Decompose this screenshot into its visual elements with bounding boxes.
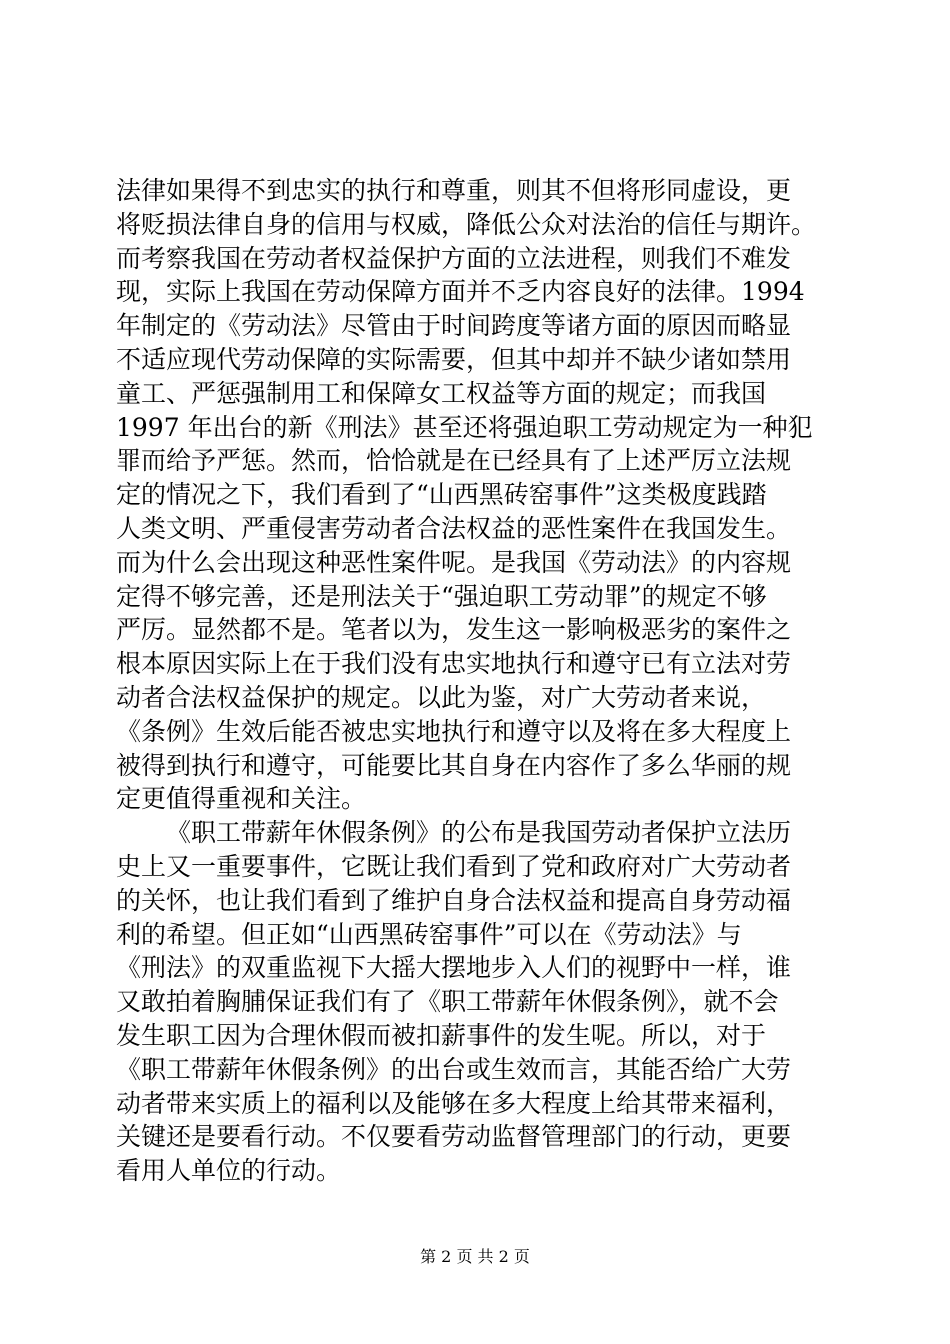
text-line: 《刑法》的双重监视下大摇大摆地步入人们的视野中一样，谁 — [116, 953, 792, 983]
text-line: 法律如果得不到忠实的执行和尊重，则其不但将形同虚设，更 — [116, 176, 792, 205]
text-line: 不适应现代劳动保障的实际需要，但其中却并不缺少诸如禁用 — [116, 344, 792, 374]
paragraph — [116, 816, 836, 1188]
text-line: 《职工带薪年休假条例》的公布是我国劳动者保护立法历 — [166, 818, 792, 848]
text-line: 看用人单位的行动。 — [116, 1156, 342, 1186]
text-line: 年制定的《劳动法》尽管由于时间跨度等诸方面的原因而略显 — [116, 311, 792, 341]
text-line: 定的情况之下，我们看到了“山西黑砖窑事件”这类极度践踏 — [116, 480, 767, 510]
text-line: 现，实际上我国在劳动保障方面并不乏内容良好的法律。1994 — [116, 277, 805, 307]
text-line: 利的希望。但正如“山西黑砖窑事件”可以在《劳动法》与 — [116, 919, 742, 949]
text-line: 而为什么会出现这种恶性案件呢。是我国《劳动法》的内容规 — [116, 547, 792, 577]
text-line: 《条例》生效后能否被忠实地执行和遵守以及将在多大程度上 — [116, 716, 792, 746]
text-line: 的关怀，也让我们看到了维护自身合法权益和提高自身劳动福 — [116, 885, 792, 915]
text-line: 罪而给予严惩。然而，恰恰就是在已经具有了上述严厉立法规 — [116, 446, 792, 476]
text-line: 关键还是要看行动。不仅要看劳动监督管理部门的行动，更要 — [116, 1122, 792, 1152]
text-line: 《职工带薪年休假条例》的出台或生效而言，其能否给广大劳 — [116, 1054, 792, 1084]
text-line: 严厉。显然都不是。笔者以为，发生这一影响极恶劣的案件之 — [116, 615, 792, 645]
body-text — [116, 174, 836, 1188]
text-line: 动者合法权益保护的规定。以此为鉴，对广大劳动者来说， — [116, 682, 767, 712]
text-line: 而考察我国在劳动者权益保护方面的立法进程，则我们不难发 — [116, 243, 792, 273]
text-line: 定得不够完善，还是刑法关于“强迫职工劳动罪”的规定不够 — [116, 581, 767, 611]
text-line: 定更值得重视和关注。 — [116, 784, 367, 814]
text-line: 人类文明、严重侵害劳动者合法权益的恶性案件在我国发生。 — [116, 513, 792, 543]
text-line: 又敢拍着胸脯保证我们有了《职工带薪年休假条例》，就不会 — [116, 987, 779, 1017]
text-line: 发生职工因为合理休假而被扣薪事件的发生呢。所以，对于 — [116, 1020, 767, 1050]
text-line: 1997 年出台的新《刑法》甚至还将强迫职工劳动规定为一种犯 — [116, 412, 813, 442]
page-footer: 第 2 页 共 2 页 — [420, 1247, 530, 1266]
text-line: 根本原因实际上在于我们没有忠实地执行和遵守已有立法对劳 — [116, 649, 792, 679]
text-line: 将贬损法律自身的信用与权威，降低公众对法治的信任与期许。 — [116, 209, 817, 239]
text-line: 史上又一重要事件，它既让我们看到了党和政府对广大劳动者 — [116, 851, 792, 881]
text-line: 被得到执行和遵守，可能要比其自身在内容作了多么华丽的规 — [116, 750, 792, 780]
text-line: 童工、严惩强制用工和保障女工权益等方面的规定；而我国 — [116, 378, 767, 408]
text-line: 动者带来实质上的福利以及能够在多大程度上给其带来福利， — [116, 1088, 792, 1118]
paragraph — [116, 174, 836, 816]
